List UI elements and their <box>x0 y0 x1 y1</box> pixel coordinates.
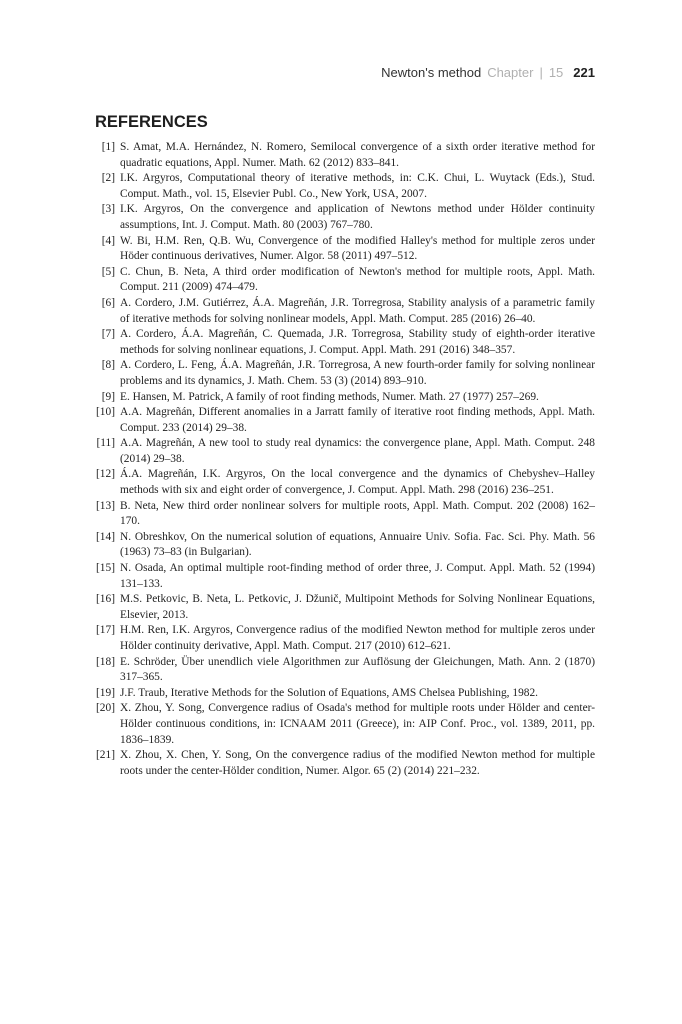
reference-number: [3] <box>101 203 115 216</box>
reference-number: [10] <box>96 406 115 419</box>
reference-text: M.S. Petkovic, B. Neta, L. Petkovic, J. Džunič, Multipoint Methods for Solving Nonlinear Equations, Elsevier, 2013. <box>120 593 595 621</box>
reference-text: A. Cordero, L. Feng, Á.A. Magreñán, J.R. Torregrosa, A new fourth-order family for solving nonlinear problems and its dynamics, J. Math. Chem. 53 (3) (2014) 893–910. <box>120 359 595 387</box>
reference-text: A.A. Magreñán, A new tool to study real dynamics: the convergence plane, Appl. Math. Comput. 248 (2014) 29–38. <box>120 437 595 465</box>
reference-item <box>95 405 595 436</box>
reference-item <box>95 327 595 358</box>
reference-text: B. Neta, New third order nonlinear solvers for multiple roots, Appl. Math. Comput. 202 (2008) 162–170. <box>120 499 595 528</box>
reference-number: [15] <box>96 562 115 575</box>
running-head <box>381 64 595 82</box>
reference-text: Á.A. Magreñán, I.K. Argyros, On the local convergence and the dynamics of Chebyshev–Halley methods with six and eight order of convergence, J. Comput. Appl. Math. 298 (2016) 236–251. <box>120 468 595 497</box>
reference-number: [12] <box>96 468 115 481</box>
reference-text: H.M. Ren, I.K. Argyros, Convergence radius of the modified Newton method for multiple zeros under Hölder continuity derivative, Appl. Math. Comput. 217 (2010) 612–621. <box>120 624 595 652</box>
reference-number: [14] <box>96 530 115 543</box>
reference-text: E. Hansen, M. Patrick, A family of root finding methods, Numer. Math. 27 (1977) 257–269. <box>120 390 539 403</box>
reference-item <box>95 623 595 654</box>
reference-item <box>95 530 595 561</box>
reference-number: [21] <box>96 749 115 762</box>
reference-text: S. Amat, M.A. Hernández, N. Romero, Semilocal convergence of a sixth order iterative method for quadratic equations, Appl. Numer. Math. 62 (2012) 833–841. <box>120 141 595 169</box>
reference-item <box>95 499 595 530</box>
reference-number: [18] <box>96 655 115 668</box>
reference-number: [6] <box>101 296 115 309</box>
reference-item <box>95 202 595 233</box>
reference-number: [20] <box>96 702 115 715</box>
reference-text: X. Zhou, Y. Song, Convergence radius of Osada's method for multiple roots under Hölder and center-Hölder continuous conditions, in: ICNAAM 2011 (Greece), in: AIP Conf. Proc., vol. 1389, 2011, pp. 1836–1839. <box>120 702 595 746</box>
reference-number: [19] <box>96 686 115 699</box>
reference-text: N. Osada, An optimal multiple root-finding method of order three, J. Comput. Appl. Math. 52 (1994) 131–133. <box>120 562 595 590</box>
reference-text: A. Cordero, J.M. Gutiérrez, Á.A. Magreñán, J.R. Torregrosa, Stability analysis of a parametric family of iterative methods for solving nonlinear models, Appl. Math. Comput. 285 (2016) 26–40. <box>120 296 595 325</box>
reference-item <box>95 296 595 327</box>
reference-text: X. Zhou, X. Chen, Y. Song, On the convergence radius of the modified Newton method for multiple roots under the center-Hölder condition, Numer. Algor. 65 (2) (2014) 221–232. <box>120 749 595 777</box>
reference-item <box>95 436 595 467</box>
reference-text: I.K. Argyros, On the convergence and application of Newtons method under Hölder continuity assumptions, Int. J. Comput. Math. 80 (2003) 767–780. <box>120 203 595 231</box>
reference-number: [17] <box>96 624 115 637</box>
reference-number: [16] <box>96 593 115 606</box>
reference-number: [4] <box>101 234 115 247</box>
reference-item <box>95 171 595 202</box>
page-number: 221 <box>573 65 595 80</box>
reference-item <box>95 390 595 406</box>
running-head-separator: | <box>539 65 543 80</box>
running-head-title: Newton's method <box>381 65 482 80</box>
references-heading: REFERENCES <box>95 113 208 131</box>
reference-text: I.K. Argyros, Computational theory of iterative methods, in: C.K. Chui, L. Wuytack (Eds.), Stud. Comput. Math., vol. 15, Elsevier Publ. Co., New York, USA, 2007. <box>120 172 595 200</box>
running-head-chapter-number: 15 <box>548 65 564 80</box>
reference-text: E. Schröder, Über unendlich viele Algorithmen zur Auflösung der Gleichungen, Math. Ann. 2 (1870) 317–365. <box>120 655 595 684</box>
reference-item <box>95 686 595 702</box>
reference-item <box>95 140 595 171</box>
reference-text: C. Chun, B. Neta, A third order modification of Newton's method for multiple roots, Appl. Math. Comput. 211 (2009) 474–479. <box>120 265 595 294</box>
reference-item <box>95 358 595 389</box>
reference-text: J.F. Traub, Iterative Methods for the Solution of Equations, AMS Chelsea Publishing, 1982. <box>120 686 539 699</box>
reference-number: [9] <box>101 390 115 403</box>
reference-number: [1] <box>101 141 115 153</box>
reference-item <box>95 234 595 265</box>
reference-item <box>95 467 595 498</box>
reference-text: W. Bi, H.M. Ren, Q.B. Wu, Convergence of the modified Halley's method for multiple zeros under Höder continuous derivatives, Numer. Algor. 58 (2011) 497–512. <box>120 234 595 263</box>
running-head-chapter-label: Chapter <box>487 65 534 80</box>
reference-item <box>95 748 595 779</box>
reference-number: [7] <box>101 328 115 341</box>
reference-text: N. Obreshkov, On the numerical solution of equations, Annuaire Univ. Sofia. Fac. Sci. Phy. Math. 56 (1963) 73–83 (in Bulgarian). <box>120 530 595 559</box>
reference-number: [11] <box>96 437 115 450</box>
reference-item <box>95 701 595 748</box>
reference-number: [2] <box>101 172 115 185</box>
reference-item <box>95 592 595 623</box>
reference-item <box>95 561 595 592</box>
reference-number: [8] <box>101 359 115 372</box>
reference-text: A. Cordero, Á.A. Magreñán, C. Quemada, J.R. Torregrosa, Stability study of eighth-order iterative methods for solving nonlinear equations, J. Comput. Appl. Math. 291 (2016) 348–357. <box>120 328 595 356</box>
reference-number: [13] <box>96 499 115 512</box>
reference-text: A.A. Magreñán, Different anomalies in a Jarratt family of iterative root finding methods, Appl. Math. Comput. 233 (2014) 29–38. <box>120 406 595 434</box>
reference-item <box>95 265 595 296</box>
reference-list <box>95 140 595 779</box>
reference-item <box>95 655 595 686</box>
reference-number: [5] <box>101 265 115 278</box>
